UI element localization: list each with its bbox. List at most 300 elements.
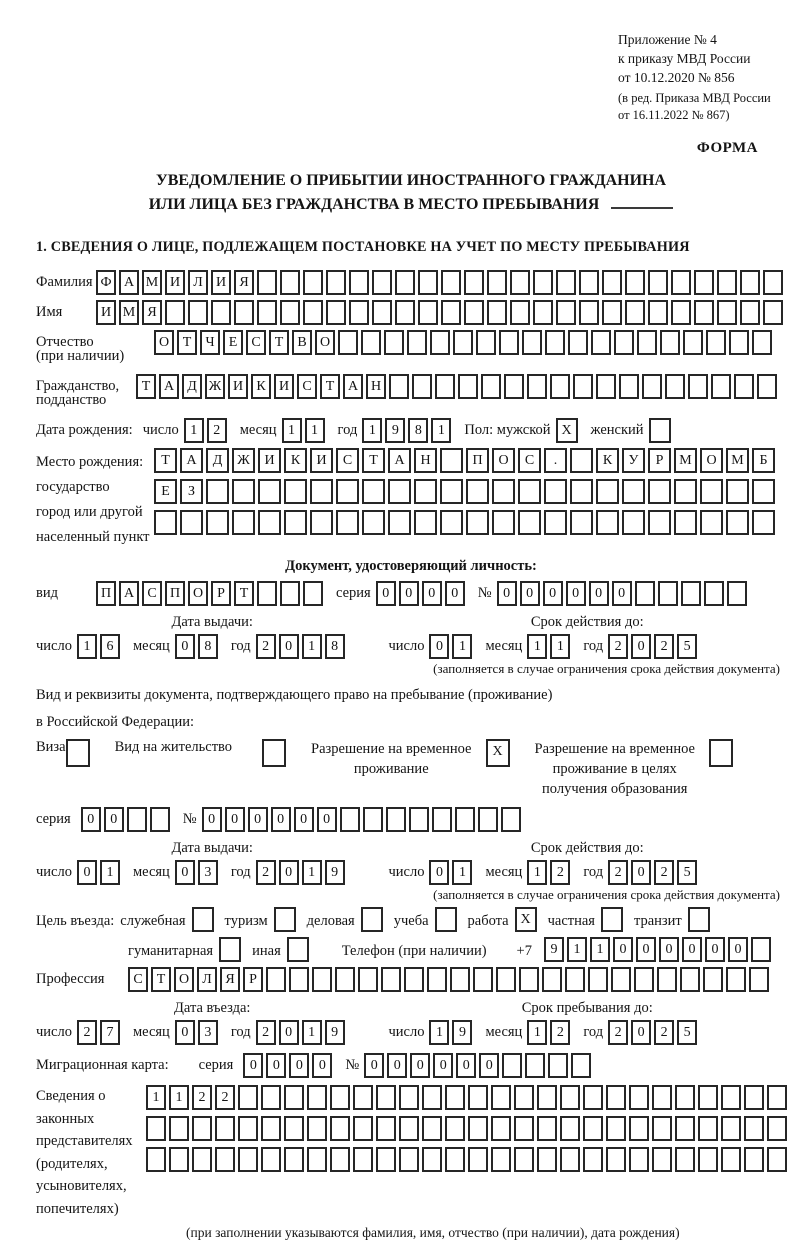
char-cell[interactable] bbox=[430, 330, 450, 355]
char-cell[interactable]: А bbox=[343, 374, 363, 399]
char-cell[interactable]: 2 bbox=[256, 634, 276, 659]
char-cell[interactable]: О bbox=[174, 967, 194, 992]
char-cell[interactable]: 0 bbox=[225, 807, 245, 832]
char-cell[interactable]: 2 bbox=[215, 1085, 235, 1110]
char-cell[interactable] bbox=[453, 330, 473, 355]
char-cell[interactable]: 1 bbox=[302, 860, 322, 885]
char-cell[interactable]: 1 bbox=[452, 860, 472, 885]
char-cell[interactable] bbox=[154, 510, 177, 535]
char-cell[interactable] bbox=[395, 300, 415, 325]
char-cell[interactable] bbox=[545, 330, 565, 355]
char-cell[interactable] bbox=[703, 967, 723, 992]
char-cell[interactable] bbox=[752, 510, 775, 535]
char-cell[interactable]: . bbox=[544, 448, 567, 473]
char-cell[interactable]: Ф bbox=[96, 270, 116, 295]
char-cell[interactable] bbox=[335, 967, 355, 992]
char-cell[interactable] bbox=[422, 1147, 442, 1172]
char-cell[interactable]: 9 bbox=[544, 937, 564, 962]
char-cell[interactable]: 0 bbox=[202, 807, 222, 832]
char-cell[interactable]: 1 bbox=[527, 1020, 547, 1045]
purpose-tourism-checkbox[interactable] bbox=[274, 907, 296, 932]
char-cell[interactable] bbox=[556, 300, 576, 325]
char-cell[interactable] bbox=[326, 300, 346, 325]
temp-residence-permit-checkbox[interactable]: X bbox=[486, 739, 510, 767]
char-cell[interactable]: 1 bbox=[550, 634, 570, 659]
char-cell[interactable] bbox=[441, 270, 461, 295]
char-cell[interactable] bbox=[206, 479, 229, 504]
char-cell[interactable] bbox=[466, 510, 489, 535]
char-cell[interactable] bbox=[675, 1147, 695, 1172]
char-cell[interactable]: 0 bbox=[279, 634, 299, 659]
char-cell[interactable] bbox=[280, 270, 300, 295]
char-cell[interactable] bbox=[583, 1147, 603, 1172]
char-cell[interactable] bbox=[363, 807, 383, 832]
char-cell[interactable] bbox=[519, 967, 539, 992]
char-cell[interactable] bbox=[622, 479, 645, 504]
char-cell[interactable] bbox=[522, 330, 542, 355]
char-cell[interactable] bbox=[757, 374, 777, 399]
char-cell[interactable]: 0 bbox=[175, 1020, 195, 1045]
char-cell[interactable] bbox=[310, 479, 333, 504]
char-cell[interactable] bbox=[510, 270, 530, 295]
char-cell[interactable]: А bbox=[119, 581, 139, 606]
char-cell[interactable]: 0 bbox=[364, 1053, 384, 1078]
char-cell[interactable]: Т bbox=[177, 330, 197, 355]
char-cell[interactable]: П bbox=[165, 581, 185, 606]
char-cell[interactable]: 9 bbox=[452, 1020, 472, 1045]
char-cell[interactable]: С bbox=[142, 581, 162, 606]
char-cell[interactable] bbox=[404, 967, 424, 992]
char-cell[interactable] bbox=[671, 270, 691, 295]
char-cell[interactable] bbox=[372, 300, 392, 325]
char-cell[interactable]: Я bbox=[234, 270, 254, 295]
char-cell[interactable]: 0 bbox=[294, 807, 314, 832]
char-cell[interactable] bbox=[675, 1085, 695, 1110]
char-cell[interactable]: 1 bbox=[169, 1085, 189, 1110]
char-cell[interactable]: 1 bbox=[305, 418, 325, 443]
char-cell[interactable]: П bbox=[96, 581, 116, 606]
char-cell[interactable] bbox=[568, 330, 588, 355]
char-cell[interactable] bbox=[468, 1085, 488, 1110]
char-cell[interactable]: К bbox=[596, 448, 619, 473]
char-cell[interactable] bbox=[464, 270, 484, 295]
char-cell[interactable] bbox=[675, 1116, 695, 1141]
char-cell[interactable]: 1 bbox=[146, 1085, 166, 1110]
char-cell[interactable] bbox=[657, 967, 677, 992]
char-cell[interactable]: 1 bbox=[527, 860, 547, 885]
char-cell[interactable] bbox=[729, 330, 749, 355]
char-cell[interactable] bbox=[257, 270, 277, 295]
char-cell[interactable] bbox=[565, 967, 585, 992]
char-cell[interactable] bbox=[284, 1085, 304, 1110]
char-cell[interactable]: 0 bbox=[175, 860, 195, 885]
char-cell[interactable]: 0 bbox=[289, 1053, 309, 1078]
char-cell[interactable]: Л bbox=[197, 967, 217, 992]
char-cell[interactable] bbox=[504, 374, 524, 399]
char-cell[interactable] bbox=[399, 1085, 419, 1110]
char-cell[interactable] bbox=[502, 1053, 522, 1078]
char-cell[interactable] bbox=[180, 510, 203, 535]
char-cell[interactable] bbox=[234, 300, 254, 325]
char-cell[interactable]: 2 bbox=[207, 418, 227, 443]
male-checkbox[interactable]: X bbox=[556, 418, 578, 443]
char-cell[interactable] bbox=[752, 479, 775, 504]
char-cell[interactable] bbox=[583, 1085, 603, 1110]
char-cell[interactable]: 0 bbox=[429, 634, 449, 659]
char-cell[interactable]: 1 bbox=[590, 937, 610, 962]
char-cell[interactable] bbox=[700, 479, 723, 504]
char-cell[interactable] bbox=[376, 1147, 396, 1172]
char-cell[interactable] bbox=[542, 967, 562, 992]
char-cell[interactable] bbox=[533, 270, 553, 295]
char-cell[interactable]: Н bbox=[366, 374, 386, 399]
char-cell[interactable] bbox=[698, 1085, 718, 1110]
char-cell[interactable] bbox=[629, 1147, 649, 1172]
char-cell[interactable] bbox=[767, 1147, 787, 1172]
char-cell[interactable]: 1 bbox=[429, 1020, 449, 1045]
char-cell[interactable]: 1 bbox=[527, 634, 547, 659]
char-cell[interactable]: Н bbox=[414, 448, 437, 473]
char-cell[interactable]: 0 bbox=[682, 937, 702, 962]
char-cell[interactable] bbox=[560, 1116, 580, 1141]
char-cell[interactable]: 0 bbox=[433, 1053, 453, 1078]
char-cell[interactable]: Т bbox=[136, 374, 156, 399]
char-cell[interactable] bbox=[492, 479, 515, 504]
purpose-official-checkbox[interactable] bbox=[192, 907, 214, 932]
char-cell[interactable] bbox=[338, 330, 358, 355]
char-cell[interactable]: 1 bbox=[452, 634, 472, 659]
char-cell[interactable] bbox=[353, 1085, 373, 1110]
char-cell[interactable] bbox=[418, 300, 438, 325]
char-cell[interactable] bbox=[458, 374, 478, 399]
char-cell[interactable] bbox=[445, 1147, 465, 1172]
char-cell[interactable] bbox=[280, 300, 300, 325]
char-cell[interactable]: И bbox=[310, 448, 333, 473]
char-cell[interactable]: 0 bbox=[659, 937, 679, 962]
char-cell[interactable]: 2 bbox=[608, 860, 628, 885]
char-cell[interactable]: Е bbox=[223, 330, 243, 355]
char-cell[interactable] bbox=[637, 330, 657, 355]
char-cell[interactable] bbox=[376, 1085, 396, 1110]
char-cell[interactable] bbox=[258, 510, 281, 535]
purpose-other-checkbox[interactable] bbox=[287, 937, 309, 962]
char-cell[interactable]: А bbox=[159, 374, 179, 399]
char-cell[interactable] bbox=[727, 581, 747, 606]
char-cell[interactable] bbox=[711, 374, 731, 399]
char-cell[interactable] bbox=[514, 1147, 534, 1172]
residence-permit-checkbox[interactable] bbox=[262, 739, 286, 767]
char-cell[interactable] bbox=[510, 300, 530, 325]
char-cell[interactable]: 0 bbox=[728, 937, 748, 962]
char-cell[interactable]: 6 bbox=[100, 634, 120, 659]
female-checkbox[interactable] bbox=[649, 418, 671, 443]
char-cell[interactable] bbox=[680, 967, 700, 992]
char-cell[interactable] bbox=[441, 300, 461, 325]
char-cell[interactable] bbox=[560, 1085, 580, 1110]
char-cell[interactable] bbox=[127, 807, 147, 832]
char-cell[interactable]: С bbox=[297, 374, 317, 399]
char-cell[interactable] bbox=[634, 967, 654, 992]
char-cell[interactable] bbox=[261, 1085, 281, 1110]
char-cell[interactable] bbox=[629, 1085, 649, 1110]
char-cell[interactable]: 1 bbox=[282, 418, 302, 443]
char-cell[interactable]: 2 bbox=[550, 1020, 570, 1045]
char-cell[interactable] bbox=[573, 374, 593, 399]
char-cell[interactable]: О bbox=[700, 448, 723, 473]
char-cell[interactable]: К bbox=[284, 448, 307, 473]
char-cell[interactable] bbox=[349, 300, 369, 325]
char-cell[interactable] bbox=[751, 937, 771, 962]
char-cell[interactable] bbox=[550, 374, 570, 399]
char-cell[interactable] bbox=[395, 270, 415, 295]
char-cell[interactable]: 0 bbox=[612, 581, 632, 606]
char-cell[interactable] bbox=[376, 1116, 396, 1141]
char-cell[interactable] bbox=[629, 1116, 649, 1141]
char-cell[interactable]: О bbox=[188, 581, 208, 606]
char-cell[interactable] bbox=[487, 300, 507, 325]
char-cell[interactable]: С bbox=[246, 330, 266, 355]
char-cell[interactable]: 2 bbox=[192, 1085, 212, 1110]
char-cell[interactable] bbox=[435, 374, 455, 399]
char-cell[interactable] bbox=[548, 1053, 568, 1078]
char-cell[interactable] bbox=[284, 479, 307, 504]
char-cell[interactable]: 0 bbox=[317, 807, 337, 832]
char-cell[interactable] bbox=[440, 510, 463, 535]
char-cell[interactable]: Т bbox=[320, 374, 340, 399]
char-cell[interactable]: 8 bbox=[325, 634, 345, 659]
char-cell[interactable]: 0 bbox=[636, 937, 656, 962]
char-cell[interactable]: 2 bbox=[550, 860, 570, 885]
char-cell[interactable] bbox=[362, 510, 385, 535]
char-cell[interactable]: Т bbox=[234, 581, 254, 606]
char-cell[interactable] bbox=[625, 300, 645, 325]
char-cell[interactable] bbox=[284, 1116, 304, 1141]
char-cell[interactable]: 0 bbox=[77, 860, 97, 885]
purpose-business-checkbox[interactable] bbox=[361, 907, 383, 932]
char-cell[interactable] bbox=[238, 1116, 258, 1141]
char-cell[interactable] bbox=[336, 510, 359, 535]
purpose-work-checkbox[interactable]: X bbox=[515, 907, 537, 932]
char-cell[interactable] bbox=[688, 374, 708, 399]
char-cell[interactable] bbox=[740, 270, 760, 295]
char-cell[interactable] bbox=[188, 300, 208, 325]
char-cell[interactable] bbox=[619, 374, 639, 399]
char-cell[interactable]: 2 bbox=[77, 1020, 97, 1045]
char-cell[interactable] bbox=[652, 1147, 672, 1172]
char-cell[interactable] bbox=[330, 1147, 350, 1172]
char-cell[interactable]: 1 bbox=[431, 418, 451, 443]
char-cell[interactable] bbox=[726, 967, 746, 992]
char-cell[interactable]: И bbox=[211, 270, 231, 295]
char-cell[interactable] bbox=[588, 967, 608, 992]
char-cell[interactable]: К bbox=[251, 374, 271, 399]
purpose-study-checkbox[interactable] bbox=[435, 907, 457, 932]
char-cell[interactable] bbox=[525, 1053, 545, 1078]
char-cell[interactable] bbox=[579, 270, 599, 295]
char-cell[interactable] bbox=[468, 1147, 488, 1172]
char-cell[interactable]: 0 bbox=[456, 1053, 476, 1078]
char-cell[interactable] bbox=[238, 1085, 258, 1110]
char-cell[interactable] bbox=[570, 479, 593, 504]
char-cell[interactable]: О bbox=[492, 448, 515, 473]
char-cell[interactable] bbox=[596, 374, 616, 399]
char-cell[interactable]: 1 bbox=[302, 634, 322, 659]
char-cell[interactable] bbox=[384, 330, 404, 355]
char-cell[interactable] bbox=[445, 1116, 465, 1141]
char-cell[interactable]: 1 bbox=[100, 860, 120, 885]
char-cell[interactable]: Т bbox=[362, 448, 385, 473]
char-cell[interactable] bbox=[418, 270, 438, 295]
char-cell[interactable] bbox=[717, 300, 737, 325]
char-cell[interactable] bbox=[648, 300, 668, 325]
char-cell[interactable] bbox=[232, 510, 255, 535]
char-cell[interactable] bbox=[330, 1116, 350, 1141]
char-cell[interactable] bbox=[683, 330, 703, 355]
char-cell[interactable] bbox=[284, 1147, 304, 1172]
char-cell[interactable] bbox=[491, 1116, 511, 1141]
char-cell[interactable] bbox=[560, 1147, 580, 1172]
char-cell[interactable] bbox=[336, 479, 359, 504]
char-cell[interactable]: 0 bbox=[479, 1053, 499, 1078]
char-cell[interactable] bbox=[648, 510, 671, 535]
char-cell[interactable] bbox=[499, 330, 519, 355]
char-cell[interactable]: 1 bbox=[567, 937, 587, 962]
char-cell[interactable] bbox=[261, 1147, 281, 1172]
char-cell[interactable] bbox=[652, 1085, 672, 1110]
char-cell[interactable] bbox=[232, 479, 255, 504]
char-cell[interactable] bbox=[146, 1147, 166, 1172]
char-cell[interactable]: 3 bbox=[198, 860, 218, 885]
char-cell[interactable] bbox=[211, 300, 231, 325]
char-cell[interactable]: 0 bbox=[312, 1053, 332, 1078]
char-cell[interactable] bbox=[440, 479, 463, 504]
char-cell[interactable]: 3 bbox=[198, 1020, 218, 1045]
char-cell[interactable] bbox=[464, 300, 484, 325]
char-cell[interactable]: 0 bbox=[387, 1053, 407, 1078]
char-cell[interactable] bbox=[579, 300, 599, 325]
char-cell[interactable] bbox=[310, 510, 333, 535]
char-cell[interactable] bbox=[596, 479, 619, 504]
char-cell[interactable] bbox=[476, 330, 496, 355]
char-cell[interactable]: 0 bbox=[279, 860, 299, 885]
char-cell[interactable] bbox=[726, 510, 749, 535]
char-cell[interactable] bbox=[280, 581, 300, 606]
char-cell[interactable]: С bbox=[336, 448, 359, 473]
char-cell[interactable] bbox=[353, 1116, 373, 1141]
char-cell[interactable] bbox=[514, 1116, 534, 1141]
char-cell[interactable] bbox=[717, 270, 737, 295]
char-cell[interactable] bbox=[389, 374, 409, 399]
char-cell[interactable]: У bbox=[622, 448, 645, 473]
char-cell[interactable] bbox=[481, 374, 501, 399]
char-cell[interactable]: 0 bbox=[705, 937, 725, 962]
char-cell[interactable] bbox=[146, 1116, 166, 1141]
char-cell[interactable] bbox=[658, 581, 678, 606]
char-cell[interactable]: 0 bbox=[104, 807, 124, 832]
char-cell[interactable] bbox=[648, 479, 671, 504]
char-cell[interactable] bbox=[169, 1116, 189, 1141]
char-cell[interactable] bbox=[763, 270, 783, 295]
char-cell[interactable]: А bbox=[119, 270, 139, 295]
char-cell[interactable]: 1 bbox=[362, 418, 382, 443]
char-cell[interactable] bbox=[591, 330, 611, 355]
char-cell[interactable]: М bbox=[142, 270, 162, 295]
char-cell[interactable] bbox=[238, 1147, 258, 1172]
char-cell[interactable]: 9 bbox=[325, 860, 345, 885]
char-cell[interactable] bbox=[307, 1085, 327, 1110]
edu-residence-permit-checkbox[interactable] bbox=[709, 739, 733, 767]
char-cell[interactable] bbox=[648, 270, 668, 295]
char-cell[interactable]: И bbox=[165, 270, 185, 295]
char-cell[interactable] bbox=[192, 1116, 212, 1141]
char-cell[interactable] bbox=[596, 510, 619, 535]
char-cell[interactable] bbox=[544, 510, 567, 535]
char-cell[interactable] bbox=[432, 807, 452, 832]
char-cell[interactable] bbox=[698, 1147, 718, 1172]
char-cell[interactable]: 0 bbox=[589, 581, 609, 606]
char-cell[interactable] bbox=[721, 1116, 741, 1141]
char-cell[interactable] bbox=[466, 479, 489, 504]
char-cell[interactable] bbox=[215, 1147, 235, 1172]
char-cell[interactable] bbox=[303, 581, 323, 606]
char-cell[interactable]: 0 bbox=[445, 581, 465, 606]
char-cell[interactable] bbox=[440, 448, 463, 473]
char-cell[interactable] bbox=[206, 510, 229, 535]
char-cell[interactable]: Е bbox=[154, 479, 177, 504]
char-cell[interactable] bbox=[450, 967, 470, 992]
char-cell[interactable]: П bbox=[466, 448, 489, 473]
visa-checkbox[interactable] bbox=[66, 739, 90, 767]
char-cell[interactable] bbox=[422, 1085, 442, 1110]
char-cell[interactable] bbox=[388, 510, 411, 535]
char-cell[interactable] bbox=[602, 270, 622, 295]
char-cell[interactable] bbox=[625, 270, 645, 295]
char-cell[interactable]: Д bbox=[182, 374, 202, 399]
char-cell[interactable] bbox=[583, 1116, 603, 1141]
char-cell[interactable] bbox=[349, 270, 369, 295]
char-cell[interactable] bbox=[622, 510, 645, 535]
char-cell[interactable] bbox=[763, 300, 783, 325]
char-cell[interactable] bbox=[602, 300, 622, 325]
char-cell[interactable] bbox=[353, 1147, 373, 1172]
char-cell[interactable]: 0 bbox=[497, 581, 517, 606]
char-cell[interactable]: 0 bbox=[520, 581, 540, 606]
char-cell[interactable]: 2 bbox=[654, 1020, 674, 1045]
char-cell[interactable] bbox=[487, 270, 507, 295]
char-cell[interactable] bbox=[501, 807, 521, 832]
char-cell[interactable] bbox=[744, 1085, 764, 1110]
char-cell[interactable]: 7 bbox=[100, 1020, 120, 1045]
char-cell[interactable] bbox=[734, 374, 754, 399]
char-cell[interactable] bbox=[303, 300, 323, 325]
char-cell[interactable]: А bbox=[180, 448, 203, 473]
char-cell[interactable] bbox=[740, 300, 760, 325]
char-cell[interactable] bbox=[492, 510, 515, 535]
char-cell[interactable] bbox=[767, 1116, 787, 1141]
char-cell[interactable] bbox=[289, 967, 309, 992]
char-cell[interactable] bbox=[303, 270, 323, 295]
char-cell[interactable] bbox=[330, 1085, 350, 1110]
char-cell[interactable] bbox=[749, 967, 769, 992]
char-cell[interactable]: Т bbox=[269, 330, 289, 355]
char-cell[interactable]: 0 bbox=[631, 860, 651, 885]
char-cell[interactable] bbox=[399, 1116, 419, 1141]
char-cell[interactable] bbox=[674, 479, 697, 504]
char-cell[interactable]: 0 bbox=[266, 1053, 286, 1078]
char-cell[interactable]: 2 bbox=[654, 860, 674, 885]
char-cell[interactable]: 0 bbox=[410, 1053, 430, 1078]
char-cell[interactable] bbox=[414, 510, 437, 535]
